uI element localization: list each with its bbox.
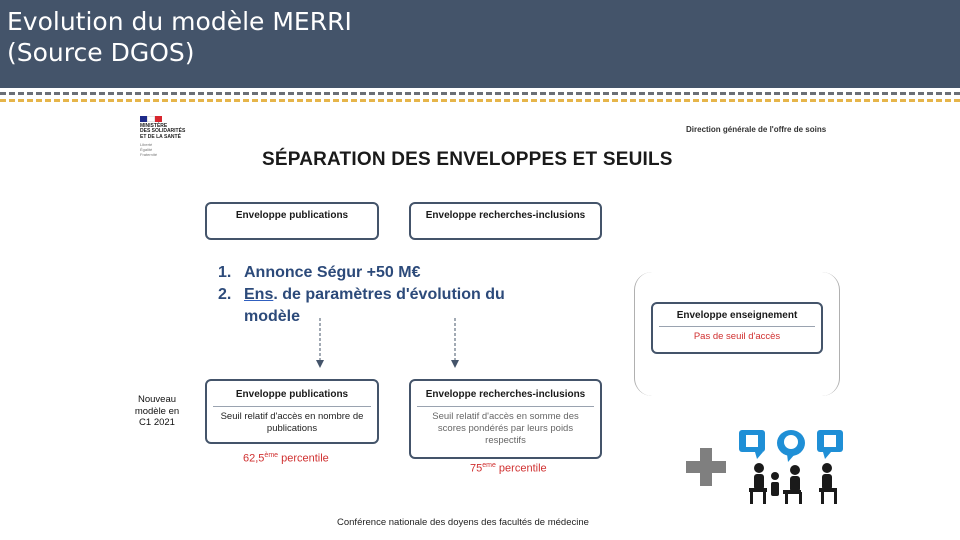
envelope-enseignement-title: Enveloppe enseignement: [676, 310, 798, 321]
list-item-ens: Ens: [244, 286, 274, 303]
arrowhead-recherches: [451, 360, 459, 368]
plus-icon: [686, 448, 726, 488]
list-item-text: Annonce Ségur +50 M€: [244, 264, 421, 281]
arrowhead-publications: [316, 360, 324, 368]
title-line-2: (Source DGOS): [7, 38, 195, 67]
percentile-publications: 62,5ème percentile: [243, 452, 329, 465]
people-discussion-icon: [735, 428, 850, 508]
footer-text: Conférence nationale des doyens des facultés de médecine: [337, 517, 589, 528]
envelope-enseignement-body: Pas de seuil d'accès: [693, 331, 781, 342]
box-separator: [213, 406, 371, 407]
new-envelope-publications-title: Enveloppe publications: [235, 389, 349, 400]
list-item-text: modèle: [244, 308, 301, 325]
new-envelope-recherches-box: [409, 379, 602, 459]
box-separator: [659, 326, 815, 327]
new-envelope-publications-body: Seuil relatif d'accès en nombre de publications: [220, 411, 364, 434]
percentile-recherches: 75eme percentile: [470, 462, 547, 475]
envelope-enseignement-box: [651, 302, 823, 354]
envelope-publications-title: Enveloppe publications: [235, 210, 349, 221]
envelope-recherches-title: Enveloppe recherches-inclusions: [425, 210, 586, 221]
new-envelope-recherches-title: Enveloppe recherches-inclusions: [425, 389, 586, 400]
nouveau-modele-label: Nouveau modèle en C1 2021: [134, 394, 180, 428]
list-number: 2.: [218, 286, 232, 303]
ministry-logo-text: MINISTÈRE DES SOLIDARITÉS ET DE LA SANTÉ: [140, 123, 186, 140]
title-line-1: Evolution du modèle MERRI: [7, 7, 352, 36]
dgos-label: Direction générale de l'offre de soins: [686, 125, 827, 134]
list-item-text: . de paramètres d'évolution du: [273, 286, 505, 303]
list-number: 1.: [218, 264, 232, 281]
new-envelope-recherches-body: Seuil relatif d'accès en somme des scores pondérés par leurs poids respectifs: [432, 411, 579, 446]
speech-bubble-icon: [739, 430, 843, 462]
new-envelope-publications-box: [205, 379, 379, 444]
ministry-motto: Liberté Égalité Fraternité: [140, 142, 158, 158]
slide-title: SÉPARATION DES ENVELOPPES ET SEUILS: [262, 149, 673, 170]
box-separator: [417, 406, 594, 407]
